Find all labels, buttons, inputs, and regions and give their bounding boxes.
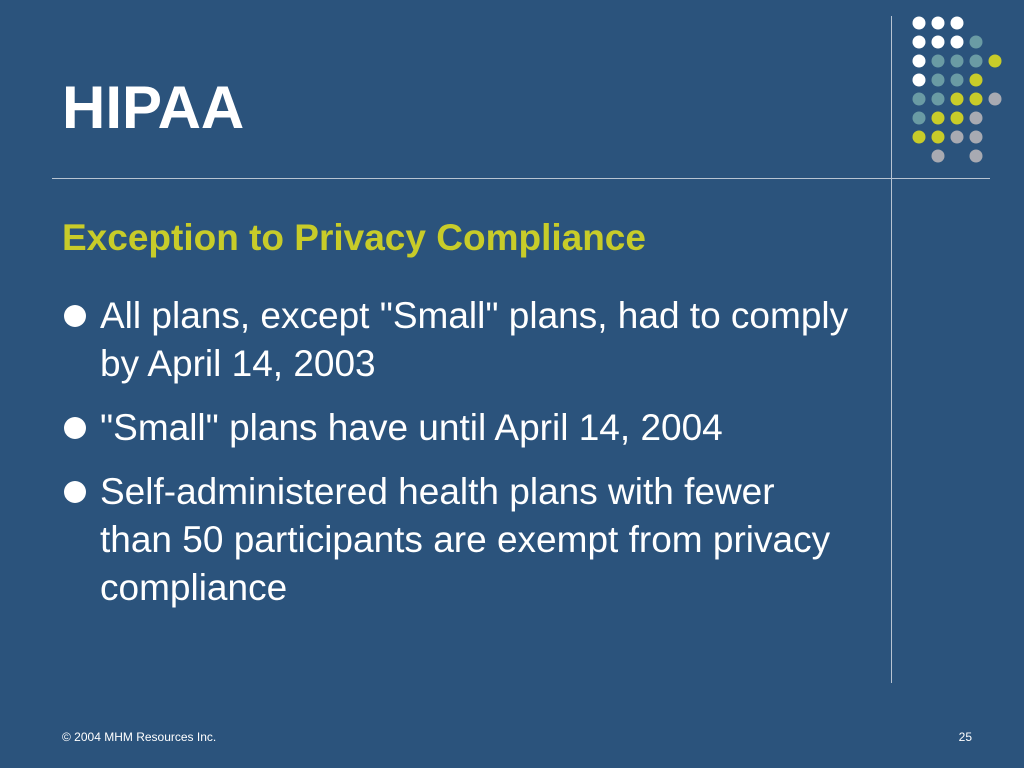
vertical-divider: [891, 16, 892, 683]
decorative-dot: [970, 93, 983, 106]
footer-copyright: © 2004 MHM Resources Inc.: [62, 730, 217, 744]
bullet-text: Self-administered health plans with fewer than 50 participants are exempt from privacy compliance: [100, 471, 831, 608]
decorative-dot: [932, 93, 945, 106]
bullet-dot-icon: [64, 481, 86, 503]
decorative-dot: [951, 74, 964, 87]
decorative-dot: [989, 55, 1002, 68]
decorative-dot: [932, 112, 945, 125]
decorative-dot: [913, 55, 926, 68]
page-number: 25: [958, 730, 972, 744]
decorative-dot: [970, 131, 983, 144]
bullet-item: [62, 292, 852, 388]
decorative-dot: [970, 36, 983, 49]
decorative-dot: [951, 93, 964, 106]
bullet-text: "Small" plans have until April 14, 2004: [100, 407, 723, 448]
decorative-dot: [932, 17, 945, 30]
decorative-dot: [932, 36, 945, 49]
decorative-dot: [913, 93, 926, 106]
decorative-dot: [932, 74, 945, 87]
decorative-dot: [970, 55, 983, 68]
decorative-dot: [932, 55, 945, 68]
bullet-dot-icon: [64, 417, 86, 439]
decorative-dot: [913, 131, 926, 144]
decorative-dot: [932, 131, 945, 144]
decorative-dot: [913, 74, 926, 87]
slide-subtitle: Exception to Privacy Compliance: [62, 217, 646, 258]
bullet-text: All plans, except "Small" plans, had to comply by April 14, 2003: [100, 295, 849, 384]
decorative-dot: [913, 17, 926, 30]
decorative-dot: [970, 150, 983, 163]
bullet-list: [62, 292, 852, 628]
bullet-item: [62, 404, 852, 452]
decorative-dot: [970, 74, 983, 87]
horizontal-divider: [52, 178, 990, 179]
decorative-dot: [951, 55, 964, 68]
decorative-dot: [932, 150, 945, 163]
decorative-dot: [913, 36, 926, 49]
decorative-dot: [989, 93, 1002, 106]
decorative-dot: [951, 17, 964, 30]
slide-title: HIPAA: [62, 74, 245, 141]
bullet-item: [62, 468, 852, 612]
decorative-dot: [951, 112, 964, 125]
decorative-dot: [970, 112, 983, 125]
decorative-dot: [913, 112, 926, 125]
decorative-dot: [951, 36, 964, 49]
bullet-dot-icon: [64, 305, 86, 327]
decorative-dot: [951, 131, 964, 144]
